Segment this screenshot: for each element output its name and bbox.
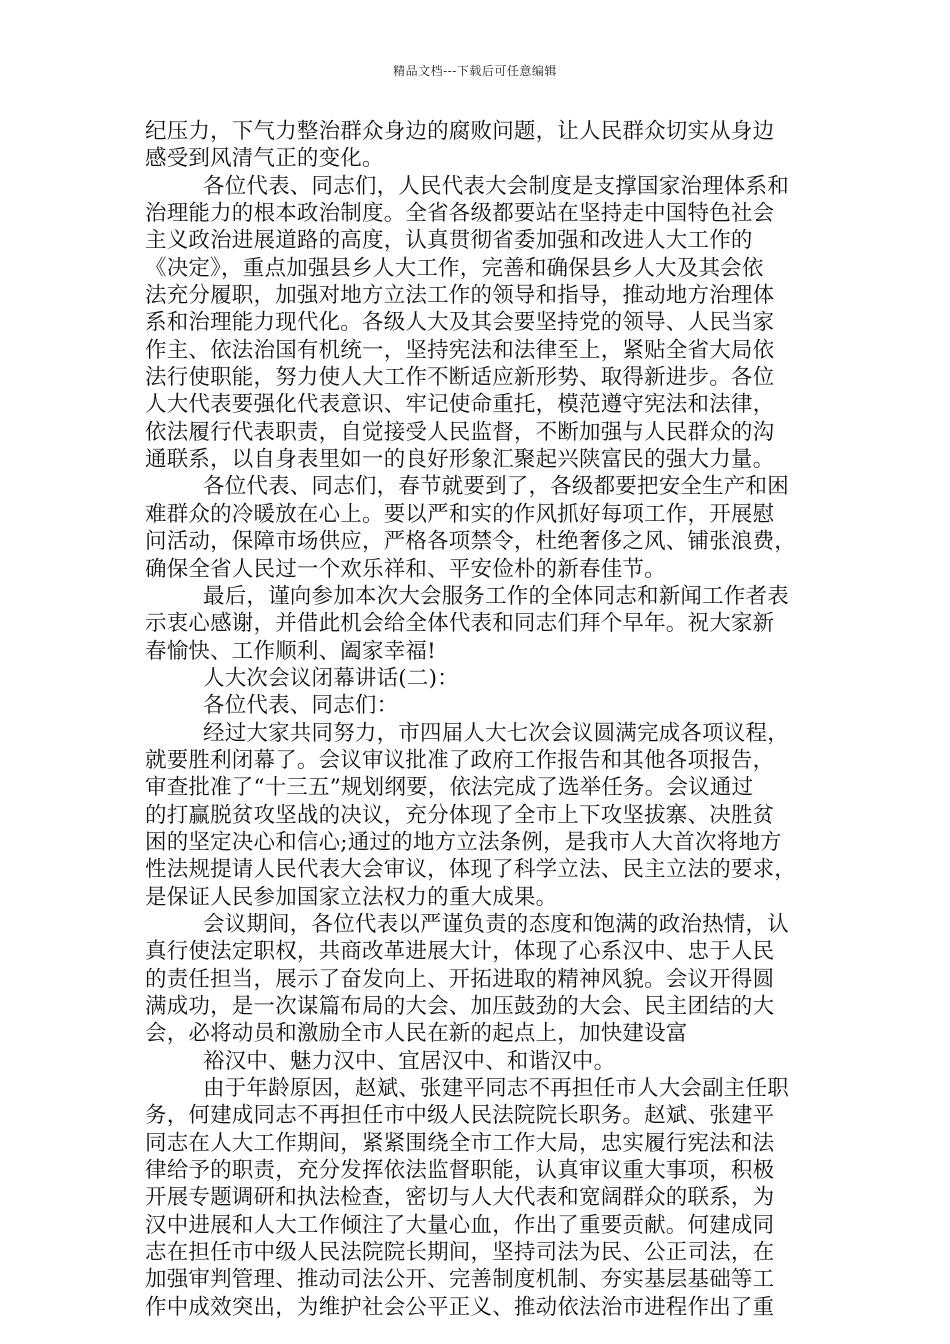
text-line: 人大代表要强化代表意识、牢记使命重托，模范遵守宪法和法律， [145,392,775,418]
text-line: 《决定》，重点加强县乡人大工作，完善和确保县乡人大及其会依 [145,255,764,281]
text-line: 的打赢脱贫攻坚战的决议，充分体现了全市上下攻坚拔寨、决胜贫 [145,802,775,828]
text-line: 经过大家共同努力，市四届人大七次会议圆满完成各项议程， [203,720,789,746]
text-line: 困的坚定决心和信心;通过的地方立法条例，是我市人大首次将地方 [145,829,782,855]
text-line: 问活动，保障市场供应，严格各项禁令，杜绝奢侈之风、铺张浪费， [145,529,797,555]
text-line: 各位代表、同志们，人民代表大会制度是支撑国家治理体系和 [203,173,789,199]
text-line: 各位代表、同志们，春节就要到了，各级都要把安全生产和困 [203,474,789,500]
text-line: 加强审判管理、推动司法公开、完善制度机制、夯实基层基础等工 [145,1267,775,1293]
text-line: 同志在人大工作期间，紧紧围绕全市工作大局，忠实履行宪法和法 [145,1130,775,1156]
text-line: 由于年龄原因，赵斌、张建平同志不再担任市人大会副主任职 [203,1076,789,1102]
text-line: 就要胜利闭幕了。会议审议批准了政府工作报告和其他各项报告， [145,747,775,773]
text-line: 最后，谨向参加本次大会服务工作的全体同志和新闻工作者表 [203,583,789,609]
text-line: 人大次会议闭幕讲话(二)： [203,665,459,691]
text-line: 通联系，以自身表里如一的良好形象汇聚起兴陕富民的强大力量。 [145,447,775,473]
text-line: 确保全省人民过一个欢乐祥和、平安俭朴的新春佳节。 [145,556,666,582]
page-header: 精品文档---下载后可任意编辑 [393,64,557,78]
text-line: 汉中进展和人大工作倾注了大量心血，作出了重要贡献。何建成同 [145,1212,775,1238]
text-line: 依法履行代表职责，自觉接受人民监督，不断加强与人民群众的沟 [145,419,775,445]
text-line: 系和治理能力现代化。各级人大及其会要坚持党的领导、人民当家 [145,310,775,336]
text-line: 会，必将动员和激励全市人民在新的起点上，加快建设富 [145,1021,688,1047]
text-line: 志在担任市中级人民法院院长期间，坚持司法为民、公正司法，在 [145,1240,775,1266]
text-line: 是保证人民参加国家立法权力的重大成果。 [145,884,558,910]
text-line: 春愉快、工作顺利、阖家幸福! [145,638,436,664]
text-line: 性法规提请人民代表大会审议，体现了科学立法、民主立法的要求， [145,857,797,883]
text-line: 难群众的冷暖放在心上。要以严和实的作风抓好每项工作，开展慰 [145,501,775,527]
text-line: 作主、依法治国有机统一，坚持宪法和法律至上，紧贴全省大局依 [145,337,775,363]
text-line: 作中成效突出，为维护社会公平正义、推动依法治市进程作出了重 [145,1294,775,1320]
text-line: 务，何建成同志不再担任市中级人民法院院长职务。赵斌、张建平 [145,1103,775,1129]
text-line: 审查批准了“十三五”规划纲要，依法完成了选举任务。会议通过 [145,775,754,801]
text-line: 裕汉中、魅力汉中、宜居汉中、和谐汉中。 [203,1048,616,1074]
text-line: 满成功，是一次谋篇布局的大会、加压鼓劲的大会、民主团结的大 [145,994,775,1019]
text-line: 法充分履职，加强对地方立法工作的领导和指导，推动地方治理体 [145,283,775,309]
text-line: 感受到风清气正的变化。 [145,146,384,172]
text-line: 开展专题调研和执法检查，密切与人大代表和宽阔群众的联系，为 [145,1185,775,1211]
text-line: 各位代表、同志们： [203,693,399,719]
text-line: 示衷心感谢，并借此机会给全体代表和同志们拜个早年。祝大家新 [145,611,775,637]
text-line: 会议期间，各位代表以严谨负责的态度和饱满的政治热情，认 [203,911,789,937]
text-line: 治理能力的根本政治制度。全省各级都要站在坚持走中国特色社会 [145,201,775,227]
document-body [145,118,812,1321]
text-line: 真行使法定职权，共商改革进展大计，体现了心系汉中、忠于人民 [145,939,775,965]
text-line: 的责任担当，展示了奋发向上、开拓进取的精神风貌。会议开得圆 [145,966,775,992]
text-line: 法行使职能，努力使人大工作不断适应新形势、取得新进步。各位 [145,365,775,391]
text-line: 纪压力，下气力整治群众身边的腐败问题，让人民群众切实从身边 [145,119,775,144]
text-line: 主义政治进展道路的高度，认真贯彻省委加强和改进人大工作的 [145,228,753,254]
text-line: 律给予的职责，充分发挥依法监督职能，认真审议重大事项，积极 [145,1158,775,1184]
